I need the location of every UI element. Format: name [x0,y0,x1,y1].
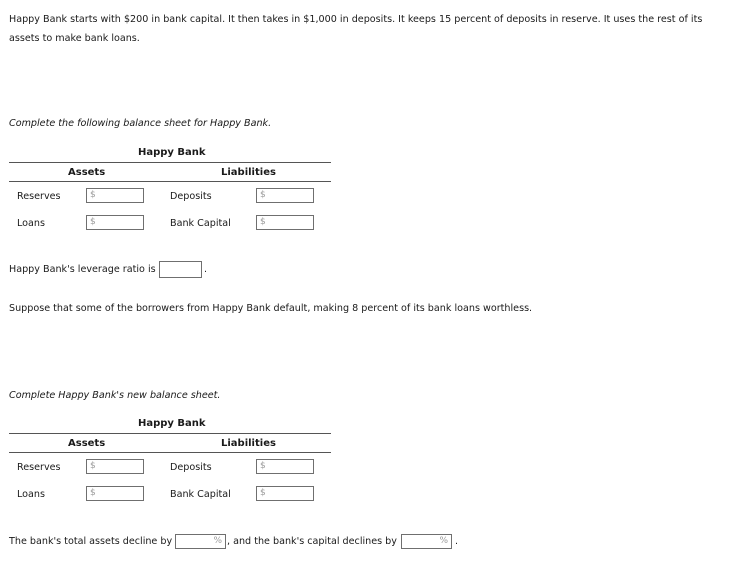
capital-decline-input[interactable] [401,534,452,549]
loans-label: Loans [17,218,46,229]
deposits-label: Deposits [170,191,212,202]
leverage-ratio-label: Happy Bank's leverage ratio is [9,264,156,275]
problem-intro: Happy Bank starts with $200 in bank capital. It then takes in $1,000 in deposits. It keeps 15 percent of deposits in reserve. It uses the rest of its assets to make bank loans. [9,14,703,44]
new-reserves-label: Reserves [17,462,61,473]
default-scenario-text: Suppose that some of the borrowers from Happy Bank default, making 8 percent of its bank loans worthless. [9,303,533,314]
new-deposits-input[interactable] [256,459,314,474]
percent-sign-icon: % [439,536,448,546]
new-assets-header: Assets [68,438,106,449]
instruction-balance-sheet: Complete the following balance sheet for Happy Bank. [9,118,272,129]
new-deposits-label: Deposits [170,462,212,473]
reserves-label: Reserves [17,191,61,202]
new-bank-capital-input[interactable] [256,486,314,501]
dollar-sign-icon: $ [90,461,96,471]
bank-capital-input[interactable] [256,215,314,230]
dollar-sign-icon: $ [260,488,266,498]
percent-sign-icon: % [213,536,222,546]
new-liabilities-header: Liabilities [221,438,276,449]
new-balance-sheet-title: Happy Bank [138,418,206,429]
instruction-new-balance-sheet: Complete Happy Bank's new balance sheet. [9,390,221,401]
leverage-ratio-period: . [204,264,208,275]
table-header-rule [9,181,331,182]
new-table-top-rule [9,433,331,434]
new-bank-capital-label: Bank Capital [170,489,231,500]
capital-decline-period: . [455,536,459,547]
table-top-rule [9,162,331,163]
assets-decline-input[interactable] [175,534,226,549]
reserves-input[interactable] [86,188,144,203]
dollar-sign-icon: $ [90,190,96,200]
bank-capital-label: Bank Capital [170,218,231,229]
new-reserves-input[interactable] [86,459,144,474]
dollar-sign-icon: $ [90,488,96,498]
dollar-sign-icon: $ [260,190,266,200]
capital-decline-label: , and the bank's capital declines by [227,536,397,547]
assets-header: Assets [68,167,106,178]
liabilities-header: Liabilities [221,167,276,178]
deposits-input[interactable] [256,188,314,203]
new-loans-label: Loans [17,489,46,500]
new-loans-input[interactable] [86,486,144,501]
loans-input[interactable] [86,215,144,230]
balance-sheet-title: Happy Bank [138,147,206,158]
dollar-sign-icon: $ [260,217,266,227]
new-table-header-rule [9,452,331,453]
leverage-ratio-input[interactable] [159,261,202,278]
assets-decline-label: The bank's total assets decline by [9,536,173,547]
dollar-sign-icon: $ [90,217,96,227]
dollar-sign-icon: $ [260,461,266,471]
